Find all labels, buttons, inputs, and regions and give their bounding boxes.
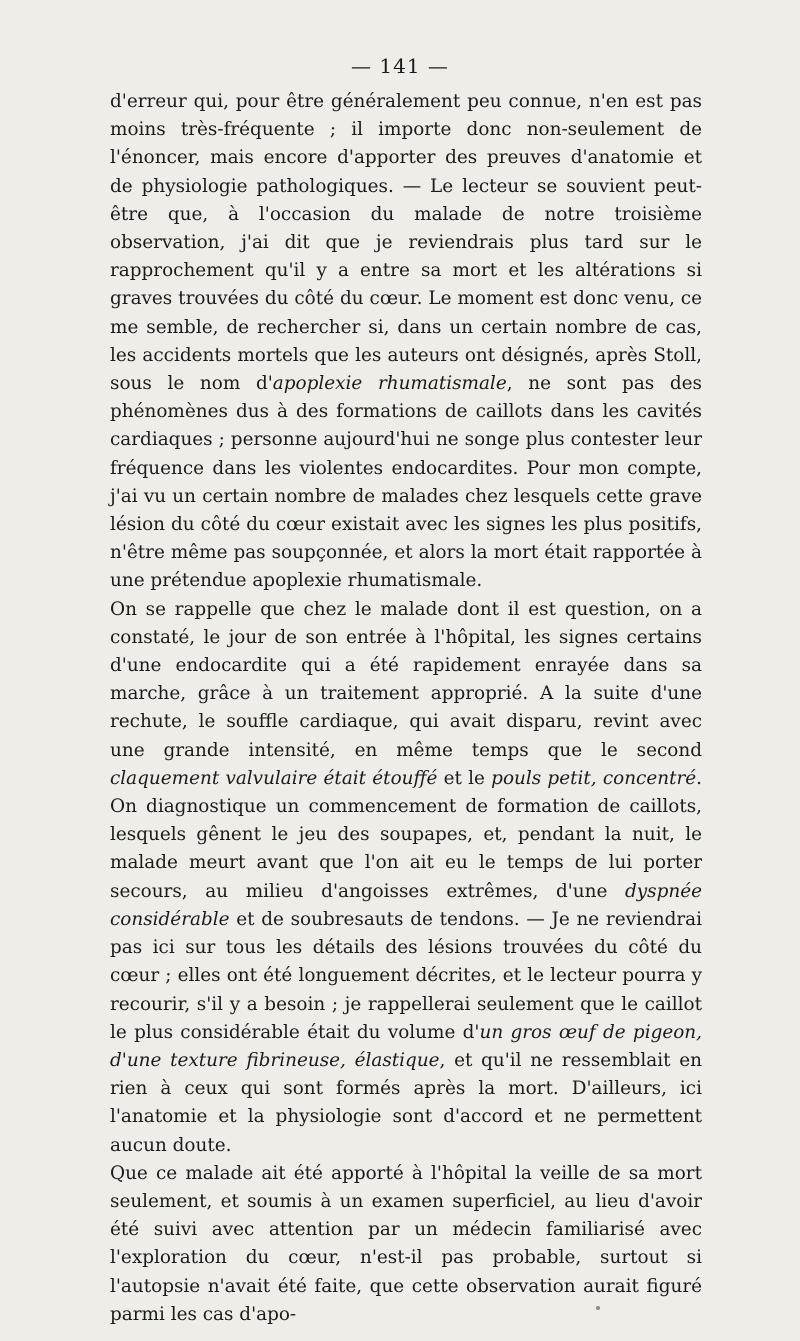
- body-text: [110, 88, 702, 1329]
- page-number: — 141 —: [351, 54, 449, 78]
- text-run: , et qu'il ne ressemblait en rien à ceux qui sont formés après la mort. D'ailleurs, ici l'anatomie et la physiologie sont d'accord et ne permettent aucun doute.: [110, 1049, 702, 1156]
- italic-term: pouls petit, concentré: [491, 767, 697, 789]
- italic-term: claquement valvulaire était étouffé: [110, 767, 438, 789]
- italic-term: dyspnée considérable: [110, 880, 702, 930]
- paragraph-2: [110, 596, 702, 1160]
- text-run: Que ce malade ait été apporté à l'hôpital la veille de sa mort seulement, et soumis à un examen superficiel, au lieu d'avoir été suivi avec attention par un médecin familiarisé avec l'exploration du cœur, n'est-il pas probable, surtout si l'autopsie n'avait été faite, que cette observation aurait figuré parmi les cas d'apo-: [110, 1162, 702, 1325]
- paragraph-1: [110, 88, 702, 596]
- text-run: On se rappelle que chez le malade dont il est question, on a constaté, le jour de son entrée à l'hôpital, les signes certains d'une endocardite qui a été rapidement enrayée dans sa marche, grâce à un traitement approprié. A la suite d'une rechute, le souffle cardiaque, qui avait disparu, revint avec une grande intensité, en même temps que le second: [110, 598, 702, 761]
- text-run: et de soubresauts de tendons. — Je ne reviendrai pas ici sur tous les détails des lésions trouvées du côté du cœur ; elles ont été longuement décrites, et le lecteur pourra y recourir, s'il y a besoin ; je rappellerai seulement que le caillot le plus considérable était du volume d': [110, 908, 702, 1043]
- italic-term: apoplexie rhumatismale: [272, 373, 507, 395]
- text-run: . On diagnostique un commencement de formation de caillots, lesquels gênent le jeu des soupapes, et, pendant la nuit, le malade meurt avant que l'on ait eu le temps de lui porter secours, au milieu d'angoisses extrêmes, d'une: [110, 767, 702, 902]
- text-run: d'erreur qui, pour être généralement peu connue, n'en est pas moins très-fréquente ; il importe donc non-seulement de l'énoncer, mais encore d'apporter des preuves d'anatomie et de physiologie pathologiques. — Le lecteur se souvient peut-être que, à l'occasion du malade de notre troisième observation, j'ai dit que je reviendrais plus tard sur le rapprochement qu'il y a entre sa mort et les altérations si graves trouvées du côté du cœur. Le moment est donc venu, ce me semble, de rechercher si, dans un certain nombre de cas, les accidents mortels que les auteurs ont désignés, après Stoll, sous le nom d': [110, 91, 702, 395]
- paragraph-3: [110, 1160, 702, 1329]
- text-run: , ne sont pas des phénomènes dus à des formations de caillots dans les cavités cardiaques ; personne aujourd'hui ne songe plus contester leur fréquence dans les violentes endocardites. Pour mon compte, j'ai vu un certain nombre de malades chez lesquels cette grave lésion du côté du cœur existait avec les signes les plus positifs, n'être même pas soupçonnée, et alors la mort était rapportée à une prétendue apoplexie rhumatismale.: [110, 373, 702, 592]
- italic-term: un gros œuf de pigeon, d'une texture fibrineuse, élastique: [110, 1021, 702, 1071]
- ink-speck: [596, 1306, 600, 1310]
- text-run: et le: [437, 767, 492, 789]
